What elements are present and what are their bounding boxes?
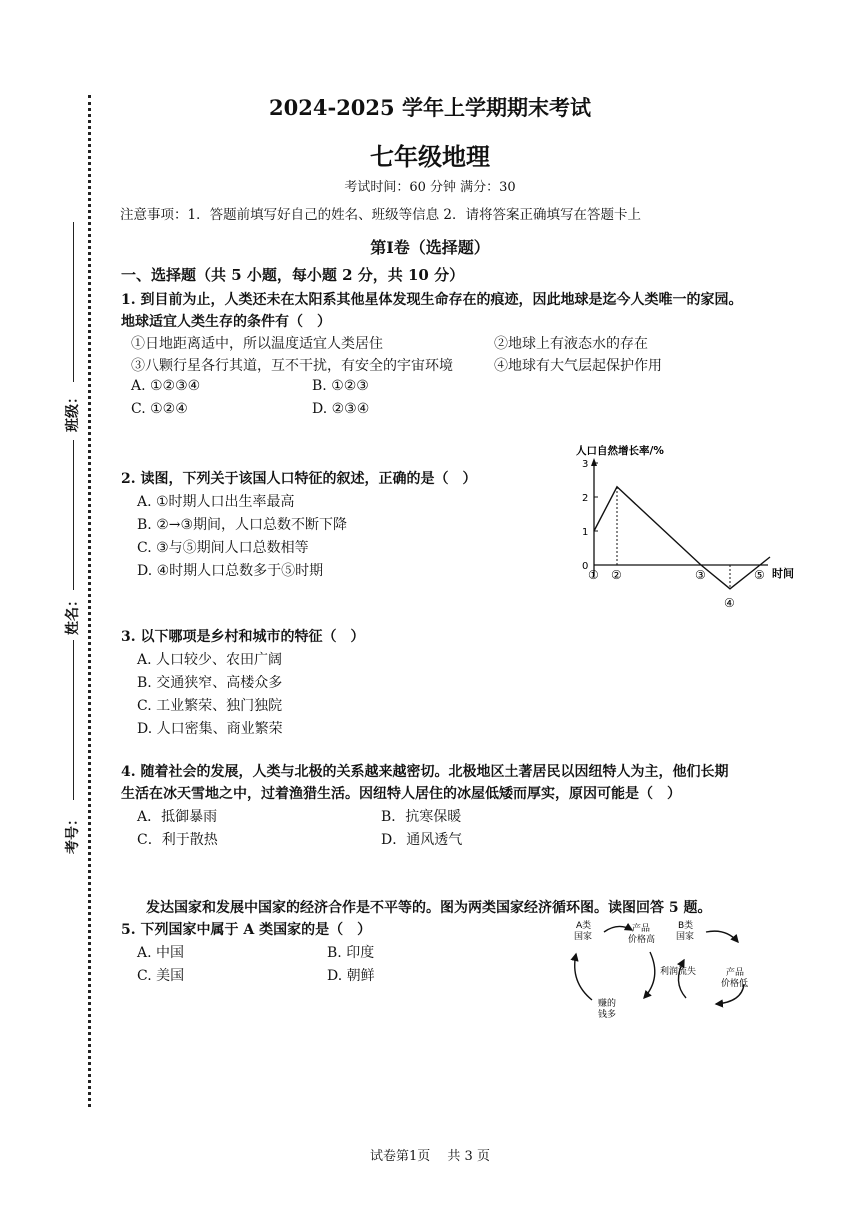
b-country-cycle bbox=[660, 919, 748, 1004]
q4-stem-line2: 生活在冰天雪地之中，过着渔猎生活。因纽特人居住的冰屋低矮而厚实，原因可能是（ ） bbox=[121, 786, 681, 802]
name-blank-line bbox=[73, 440, 74, 590]
q1-option-c[interactable]: C. ①②④ bbox=[131, 401, 188, 417]
q2-stem: 2. 读图，下列关于该国人口特征的叙述，正确的是（ ） bbox=[121, 471, 477, 487]
chart-ytick-label: 3 bbox=[582, 459, 589, 470]
b-cycle-arrow-1 bbox=[706, 931, 738, 942]
q3-option-a[interactable]: A. 人口较少、农田广阔 bbox=[137, 652, 283, 668]
q4-option-d[interactable]: D．通风透气 bbox=[381, 832, 463, 848]
a-price-label-1: 产品 bbox=[632, 924, 651, 934]
chart-y-arrow bbox=[591, 458, 597, 466]
q1-statement-2: ②地球上有液态水的存在 bbox=[494, 336, 648, 352]
q3-option-c[interactable]: C. 工业繁荣、独门独院 bbox=[137, 698, 283, 714]
q4-option-a[interactable]: A．抵御暴雨 bbox=[137, 809, 218, 825]
q2-option-d[interactable]: D. ④时期人口总数多于⑤时期 bbox=[137, 563, 324, 579]
a-price-label-2: 价格高 bbox=[628, 935, 656, 945]
chart-ylabel: 人口自然增长率/% bbox=[576, 445, 664, 457]
chart-x-marker: ② bbox=[611, 568, 622, 582]
q1-statement-1: ①日地距离适中，所以温度适宜人类居住 bbox=[131, 336, 383, 352]
q5-option-a[interactable]: A. 中国 bbox=[137, 945, 185, 961]
class-label: 班级： bbox=[65, 390, 81, 432]
q2-option-a[interactable]: A. ①时期人口出生率最高 bbox=[137, 494, 295, 510]
q5-option-c[interactable]: C. 美国 bbox=[137, 968, 185, 984]
economic-cycle-diagram bbox=[566, 918, 766, 1038]
q5-intro: 发达国家和发展中国家的经济合作是不平等的。图为两类国家经济循环图。读图回答 5 题。 bbox=[146, 900, 712, 916]
a-money-label-2: 钱多 bbox=[598, 1010, 617, 1020]
page-footer: 试卷第1页 共 3 页 bbox=[370, 1149, 490, 1164]
a-country-label-1: A类 bbox=[576, 921, 592, 931]
q2-option-b[interactable]: B. ②→③期间，人口总数不断下降 bbox=[137, 517, 348, 533]
notice: 注意事项：1．答题前填写好自己的姓名、班级等信息 2．请将答案正确填写在答题卡上 bbox=[120, 207, 641, 223]
name-label: 姓名： bbox=[65, 593, 81, 635]
q4-option-b[interactable]: B．抗寒保暖 bbox=[381, 809, 462, 825]
q5-option-b[interactable]: B. 印度 bbox=[327, 945, 375, 961]
a-country-label-2: 国家 bbox=[574, 932, 593, 942]
number-blank-line bbox=[73, 640, 74, 800]
q2-option-c[interactable]: C. ③与⑤期间人口总数相等 bbox=[137, 540, 309, 556]
b-country-label-2: 国家 bbox=[676, 932, 695, 942]
b-price-label-1: 产品 bbox=[726, 968, 745, 978]
subject-title: 七年级地理 bbox=[370, 142, 490, 171]
q1-statement-3: ③八颗行星各行其道，互不干扰，有安全的宇宙环境 bbox=[131, 358, 453, 374]
q3-stem: 3. 以下哪项是乡村和城市的特征（ ） bbox=[121, 629, 365, 645]
q1-option-d[interactable]: D. ②③④ bbox=[312, 401, 370, 417]
a-country-cycle bbox=[574, 919, 655, 1020]
b-loss-label: 利润流失 bbox=[660, 967, 697, 977]
q3-option-b[interactable]: B. 交通狭窄、高楼众多 bbox=[137, 675, 283, 691]
chart-x-marker: ⑤ bbox=[754, 568, 765, 582]
q5-stem: 5. 下列国家中属于 A 类国家的是（ ） bbox=[121, 922, 372, 938]
chart-ytick-label: 1 bbox=[582, 527, 589, 538]
population-growth-chart bbox=[560, 438, 820, 610]
a-cycle-arrow-2 bbox=[644, 952, 655, 998]
chart-x-marker: ③ bbox=[695, 568, 706, 582]
section-title: 第Ⅰ卷（选择题） bbox=[370, 238, 490, 257]
q3-option-d[interactable]: D. 人口密集、商业繁荣 bbox=[137, 721, 283, 737]
chart-ytick-label: 2 bbox=[582, 493, 589, 504]
number-label: 考号： bbox=[65, 812, 81, 854]
a-money-label-1: 赚的 bbox=[598, 999, 617, 1009]
chart-x-marker: ④ bbox=[724, 595, 735, 610]
q4-stem-line1: 4. 随着社会的发展，人类与北极的关系越来越密切。北极地区土著居民以因纽特人为主，他们长期 bbox=[121, 764, 729, 780]
q1-option-a[interactable]: A. ①②③④ bbox=[131, 378, 201, 394]
b-price-label-2: 价格低 bbox=[721, 979, 749, 989]
chart-xlabel: 时间 bbox=[772, 567, 794, 580]
a-cycle-arrow-3 bbox=[575, 954, 592, 1000]
q1-statement-4: ④地球有大气层起保护作用 bbox=[494, 358, 662, 374]
exam-meta: 考试时间：60 分钟 满分：30 bbox=[344, 180, 516, 195]
q5-option-d[interactable]: D. 朝鲜 bbox=[327, 968, 375, 984]
b-country-label-1: B类 bbox=[678, 921, 694, 931]
q4-option-c[interactable]: C．利于散热 bbox=[137, 832, 218, 848]
a-cycle-arrow-1 bbox=[604, 926, 632, 932]
exam-title: 2024-2025 学年上学期期末考试 bbox=[269, 95, 591, 120]
q1-stem-line2: 地球适宜人类生存的条件有（ ） bbox=[121, 314, 331, 330]
part-title: 一、选择题（共 5 小题，每小题 2 分，共 10 分） bbox=[121, 266, 465, 284]
chart-ytick-label: 0 bbox=[582, 561, 589, 572]
q1-stem-line1: 1. 到目前为止，人类还未在太阳系其他星体发现生命存在的痕迹，因此地球是迄今人类唯一的家园。 bbox=[121, 292, 743, 308]
chart-x-marker: ① bbox=[588, 568, 599, 582]
b-cycle-arrow-3 bbox=[678, 960, 686, 998]
q1-option-b[interactable]: B. ①②③ bbox=[312, 378, 369, 394]
